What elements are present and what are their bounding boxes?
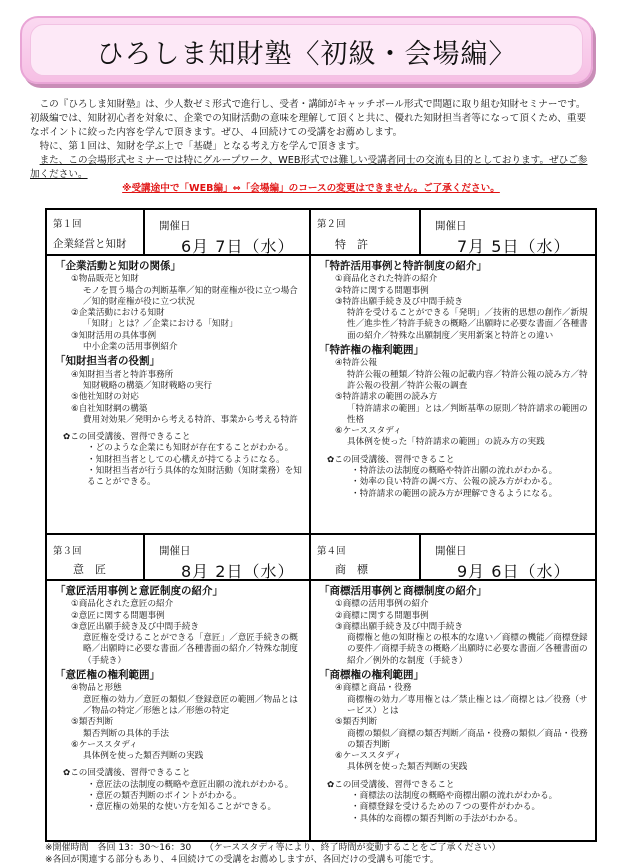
session-2-item: ⑤特許請求の範囲の読み方 <box>335 392 438 403</box>
session-2-gain-item: ・特許法の法制度の概略や特許出願の流れがわかる。 <box>351 466 558 477</box>
session-1-name: 企業経営と知財 <box>53 238 127 250</box>
session-1-date: 6月 7日（水） <box>181 237 295 256</box>
session-2-subitem: 特許を受けることができる「発明」／技術的思想の創作／新規性／進歩性／特許手続きの概略／出願時に必要な書面／各種書面の紹介／特殊な出願制度／実用新案と特許との違い <box>347 308 588 341</box>
session-1-section-1-heading: 「企業活動と知財の関係」 <box>55 260 181 272</box>
session-3-item: ②意匠に関する問題事例 <box>71 610 165 621</box>
footer-attendance-note: ※各回が関連する部分もあり、４回続けての受講をお薦めしますが、各回だけの受講も可能です。 <box>45 855 439 865</box>
intro-text <box>30 98 592 196</box>
session-4-item: ④商標と商品・役務 <box>335 683 412 694</box>
session-3-item: ⑥ケーススタディ <box>71 739 138 750</box>
session-4-gain-item: ・具体的な商標の類否判断の手法がわかる。 <box>351 813 523 824</box>
session-1-item: ①物品販売と知財 <box>71 274 139 285</box>
session-2-name: 特 許 <box>335 238 368 251</box>
session-3-gain-item: ・意匠権の効果的な使い方を知ることができる。 <box>87 802 277 813</box>
session-4-date-cell <box>420 534 596 580</box>
session-3-number: 第３回 <box>53 546 82 557</box>
session-3-subitem: 意匠権の効力／意匠の類似／登録意匠の範囲／物品とは／物品の特定／形態とは／形態の特定 <box>83 694 298 716</box>
session-1-subitem: 中小企業の活用事例紹介 <box>83 342 178 353</box>
footer-time-note: ※開催時間 各回 13：30～16：30 （ケーススタディ等により、終了時間が変動することをご了承ください） <box>45 843 501 853</box>
session-1-item: ⑥自社知財網の構築 <box>71 403 148 414</box>
session-4-item: ⑥ケーススタディ <box>335 751 402 762</box>
session-4-name: 商 標 <box>335 563 368 576</box>
intro-line-3: また、この会場形式セミナーでは特にグループワーク、WEB形式では難しい受講者同士の交流も目的としております。ぜひご参加ください。 <box>30 155 588 180</box>
session-2-item: ①商品化された特許の紹介 <box>335 274 438 285</box>
session-3-subitem: 具体例を使った類否判断の実践 <box>83 751 204 762</box>
session-1-subitem: 費用対効果／発明から考える特許、事業から考える特許 <box>83 414 298 425</box>
session-4-date-label: 開催日 <box>435 545 467 557</box>
session-1-item: ②企業活動における知財 <box>71 308 165 319</box>
session-4-number: 第４回 <box>317 546 346 557</box>
session-1-subitem: モノを買う場合の判断基準／知的財産権が役に立つ場合／知的財産権が役に立つ状況 <box>83 285 298 307</box>
session-1-header <box>46 209 144 255</box>
session-4-date: 9月 6日（水） <box>457 562 571 581</box>
session-4-subitem: 商標の類似／商標の類否判断／商品・役務の類似／商品・役務の類否判断 <box>347 728 588 750</box>
session-grid <box>45 208 597 842</box>
session-3-section-2-heading: 「意匠権の権利範囲」 <box>55 669 160 682</box>
session-4-body <box>310 580 596 841</box>
session-1-body <box>46 255 310 534</box>
session-4-subitem: 商標権の効力／専用権とは／禁止権とは／商標とは／役務（サービス）とは <box>347 694 588 716</box>
session-4-item: ②商標に関する問題事例 <box>335 610 429 621</box>
session-2-item: ⑥ケーススタディ <box>335 426 402 437</box>
session-2-section-1-heading: 「特許活用事例と特許制度の紹介」 <box>319 260 487 272</box>
session-2-date-cell <box>420 209 596 255</box>
session-1-number: 第１回 <box>53 219 82 230</box>
session-1-gain-item: ・知財担当者が行う具体的な知財活動（知財業務）を知ることができる。 <box>87 466 302 488</box>
session-2-section-2-heading: 「特許権の権利範囲」 <box>319 344 424 357</box>
session-1-gain-item: ・どのような企業にも知財が存在することがわかる。 <box>87 443 294 454</box>
session-3-gain-item: ・意匠法の法制度の概略や意匠出願の流れがわかる。 <box>87 779 294 790</box>
session-1-item: ③知財活用の具体事例 <box>71 330 157 341</box>
session-4-item: ③商標出願手続き及び中間手続き <box>335 621 464 632</box>
session-3-item: ③意匠出願手続き及び中間手続き <box>71 621 200 632</box>
session-1-item: ④知財担当者と特許事務所 <box>71 369 174 380</box>
page-title: ひろしま知財塾〈初級・会場編〉 <box>96 39 517 70</box>
session-3-item: ④物品と形態 <box>71 683 122 694</box>
title-banner <box>20 16 593 84</box>
session-1-date-cell <box>144 209 310 255</box>
session-3-name: 意 匠 <box>73 563 106 576</box>
session-2-header <box>310 209 420 255</box>
session-4-gain-item: ・商標法の法制度の概略や商標出願の流れがわかる。 <box>351 791 558 802</box>
session-1-date-label: 開催日 <box>159 220 191 232</box>
session-1-subitem: 「知財」とは？／企業における「知財」 <box>83 319 238 330</box>
session-1-gain-item: ・知財担当者としての心構えが持てるようになる。 <box>87 454 285 465</box>
session-3-item: ①商品化された意匠の紹介 <box>71 599 174 610</box>
session-4-subitem: 具体例を使った類否判断の実践 <box>347 762 468 773</box>
session-2-body <box>310 255 596 534</box>
session-3-item: ⑤類否判断 <box>71 717 114 728</box>
session-2-subitem: 具体例を使った「特許請求の範囲」の読み方の実践 <box>347 437 545 448</box>
session-1-subitem: 知財戦略の構築／知財戦略の実行 <box>83 380 212 391</box>
session-2-gain-heading: ✿この回受講後、習得できること <box>327 454 455 465</box>
session-2-item: ②特許に関する問題事例 <box>335 285 429 296</box>
session-2-date-label: 開催日 <box>435 220 467 232</box>
session-2-subitem: 特許公報の種類／特許公報の記載内容／特許公報の読み方／特許公報の役割／特許公報の調査 <box>347 369 588 391</box>
session-4-section-2-heading: 「商標権の権利範囲」 <box>319 669 424 682</box>
session-2-item: ③特許出願手続き及び中間手続き <box>335 296 464 307</box>
session-3-date: 8月 2日（水） <box>181 562 295 581</box>
session-3-subitem: 類否判断の具体的手法 <box>83 728 169 739</box>
session-3-section-1-heading: 「意匠活用事例と意匠制度の紹介」 <box>55 585 223 597</box>
intro-line-2: 特に、第１回は、知財を学ぶ上で「基礎」となる考え方を学んで頂きます。 <box>39 141 366 152</box>
session-4-subitem: 商標権と他の知財権との根本的な違い／商標の機能／商標登録の要件／商標手続きの概略／出願時に必要な書面／各種書面の紹介／例外的な制度（手続き） <box>347 633 588 666</box>
session-2-gain-item: ・特許請求の範囲の読み方が理解できるようになる。 <box>351 488 558 499</box>
session-3-gain-item: ・意匠の類否判断のポイントがわかる。 <box>87 791 242 802</box>
session-3-subitem: 意匠権を受けることができる「意匠」／意匠手続きの概略／出願時に必要な書面／各種書面の紹介／特殊な制度（手続き） <box>83 633 298 666</box>
session-2-date: 7月 5日（水） <box>457 237 571 256</box>
course-change-warning: ※受講途中で「WEB編」⇔「会場編」のコースの変更はできません。ご了承ください。 <box>122 183 500 194</box>
session-4-item: ①商標の活用事例の紹介 <box>335 599 429 610</box>
session-3-date-label: 開催日 <box>159 545 191 557</box>
session-4-item: ⑤類否判断 <box>335 717 378 728</box>
session-4-section-1-heading: 「商標活用事例と商標制度の紹介」 <box>319 585 487 597</box>
session-2-number: 第２回 <box>317 219 346 230</box>
session-1-item: ⑤他社知財の対応 <box>71 392 139 403</box>
session-4-gain-heading: ✿この回受講後、習得できること <box>327 779 455 790</box>
session-1-gain-heading: ✿この回受講後、習得できること <box>63 432 191 443</box>
session-2-item: ④特許公報 <box>335 358 378 369</box>
intro-line-1: この『ひろしま知財塾』は、少人数ゼミ形式で進行し、受者・講師がキャッチボール形式で問題に取り組む知財セミナーです。初級編では、知財初心者を対象に、企業での知財活動の意味を理解して頂くと共に、優れた知財担当者等になって頂くため、重要なポイントに絞った内容を学んで頂きます。ぜひ、４回続けての受講をお薦めします。 <box>30 99 587 138</box>
session-1-section-2-heading: 「知財担当者の役割」 <box>55 355 160 368</box>
session-3-body <box>46 580 310 841</box>
session-3-date-cell <box>144 534 310 580</box>
session-3-gain-heading: ✿この回受講後、習得できること <box>63 768 191 779</box>
session-4-gain-item: ・商標登録を受けるための７つの要件がわかる。 <box>351 802 541 813</box>
session-2-gain-item: ・効率の良い特許の調べ方、公報の読み方がわかる。 <box>351 477 558 488</box>
session-4-header <box>310 534 420 580</box>
session-3-header <box>46 534 144 580</box>
session-2-subitem: 「特許請求の範囲」とは／判断基準の原則／特許請求の範囲の性格 <box>347 403 588 425</box>
footer-notes <box>45 842 615 866</box>
